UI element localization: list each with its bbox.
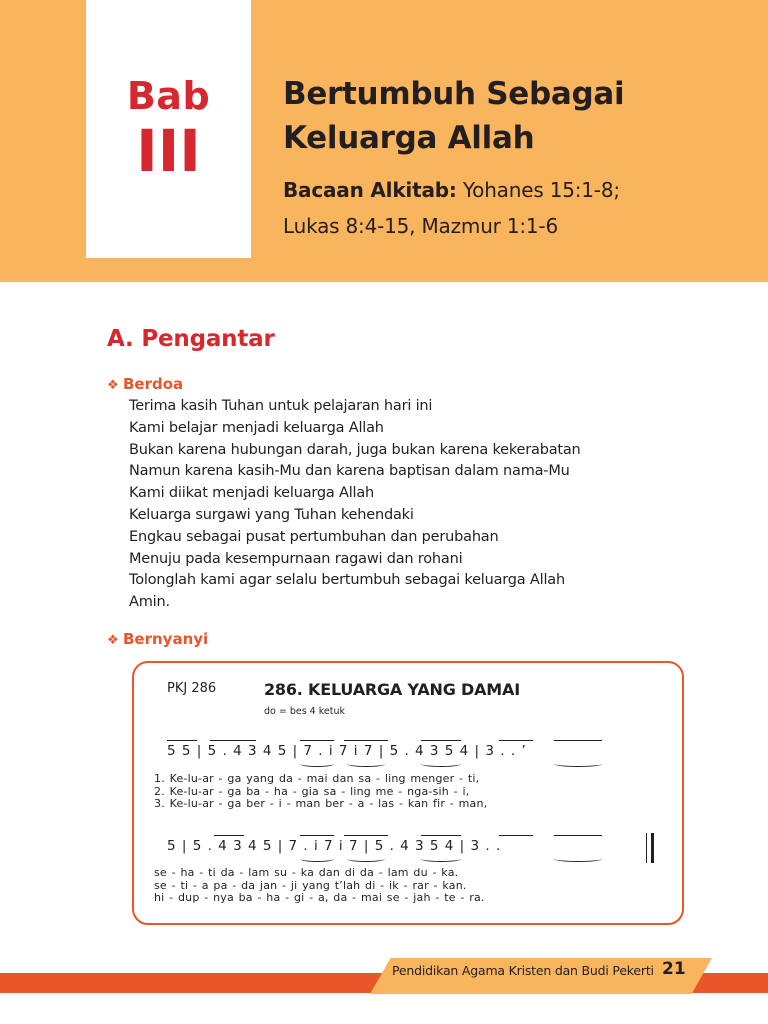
prayer-line: Tolonglah kami agar selalu bertumbuh sebagai keluarga Allah <box>129 572 565 589</box>
note-slur <box>300 761 334 767</box>
lyrics-line: se - ha - ti da - lam su - ka dan di da - lam du - ka. <box>154 866 459 879</box>
final-barline-thick <box>651 833 654 863</box>
prayer-line: Amin. <box>129 594 170 611</box>
lyrics-line: se - ti - a pa - da jan - ji yang t’lah di - ik - rar - kan. <box>154 878 467 892</box>
chapter-label: Bab <box>126 74 211 118</box>
lyrics-line: 1. Ke-lu-ar - ga yang da - mai dan sa - ling menger - ti, <box>154 772 480 785</box>
prayer-line: Engkau sebagai pusat pertumbuhan dan perubahan <box>129 528 499 545</box>
note-slur <box>554 761 602 767</box>
prayer-line: Namun karena kasih-Mu dan karena baptisan dalam nama-Mu <box>129 463 570 480</box>
subsection-berdoa <box>107 375 183 393</box>
note-slur <box>347 856 385 862</box>
page-number: 21 <box>662 959 686 979</box>
note-beam <box>499 835 533 836</box>
footer-book-title: Pendidikan Agama Kristen dan Budi Pekerti <box>392 963 654 978</box>
note-beam <box>499 740 533 741</box>
note-beam <box>421 740 461 741</box>
note-slur <box>421 761 461 767</box>
note-beam <box>344 835 388 836</box>
subsection-bernyanyi-label: Bernyanyi <box>123 630 209 648</box>
prayer-line: Menuju pada kesempurnaan ragawi dan rohani <box>129 550 463 567</box>
song-title: 286. KELUARGA YANG DAMAI <box>264 680 520 699</box>
chapter-number-box <box>86 0 251 258</box>
prayer-line: Kami diikat menjadi keluarga Allah <box>129 485 375 502</box>
note-beam <box>214 835 244 836</box>
song-notation-line1: 5 5 | 5 . 4 3 4 5 | 7 . i 7 i 7 | 5 . 4 3 5 4 | 3 . . ’ <box>167 743 527 759</box>
note-slur <box>347 761 385 767</box>
note-beam <box>300 835 334 836</box>
prayer-line: Keluarga surgawi yang Tuhan kehendaki <box>129 506 414 523</box>
chapter-title-line1: Bertumbuh Sebagai <box>283 76 625 112</box>
song-sheet-box <box>132 661 684 925</box>
chapter-title-line2: Keluarga Allah <box>283 120 535 156</box>
note-beam <box>554 740 602 741</box>
prayer-line: Kami belajar menjadi keluarga Allah <box>129 419 384 436</box>
note-beam <box>554 835 602 836</box>
lyrics-line: 2. Ke-lu-ar - ga ba - ha - gia sa - ling me - nga-sih - i, <box>154 784 470 798</box>
diamond-bullet-icon: ❖ <box>107 378 119 393</box>
note-beam <box>344 740 388 741</box>
final-barline-thin <box>646 833 647 863</box>
song-lyrics-verse-block2 <box>154 867 485 905</box>
prayer-line: Bukan karena hubungan darah, juga bukan karena kekerabatan <box>129 441 581 458</box>
note-slur <box>300 856 334 862</box>
lyrics-line: 3. Ke-lu-ar - ga ber - i - man ber - a - las - kan fir - man, <box>154 797 488 810</box>
song-key: do = bes 4 ketuk <box>264 706 346 717</box>
song-lyrics-verse-block1 <box>154 773 487 811</box>
note-beam <box>421 835 461 836</box>
note-beam <box>300 740 334 741</box>
diamond-bullet-icon: ❖ <box>107 633 119 648</box>
bible-reading-ref2: Lukas 8:4-15, Mazmur 1:1-6 <box>283 214 558 238</box>
bible-reading <box>283 172 753 244</box>
lyrics-line: hi - dup - nya ba - ha - gi - a, da - mai se - jah - te - ra. <box>154 891 485 904</box>
prayer-line: Terima kasih Tuhan untuk pelajaran hari ini <box>129 398 433 414</box>
chapter-number: III <box>136 117 201 185</box>
bible-reading-label: Bacaan Alkitab: <box>283 178 457 202</box>
prayer-text <box>129 396 689 614</box>
bible-reading-ref1: Yohanes 15:1-8; <box>456 178 620 202</box>
subsection-berdoa-label: Berdoa <box>123 375 184 393</box>
subsection-bernyanyi <box>107 630 208 648</box>
chapter-title <box>283 72 743 160</box>
song-hymnal-ref: PKJ 286 <box>167 681 217 696</box>
note-beam <box>167 740 197 741</box>
song-notation-line2: 5 | 5 . 4 3 4 5 | 7 . i 7 i 7 | 5 . 4 3 5 4 | 3 . . <box>167 838 502 854</box>
note-slur <box>554 856 602 862</box>
note-slur <box>421 856 461 862</box>
note-beam <box>210 740 256 741</box>
section-title: A. Pengantar <box>107 326 275 352</box>
